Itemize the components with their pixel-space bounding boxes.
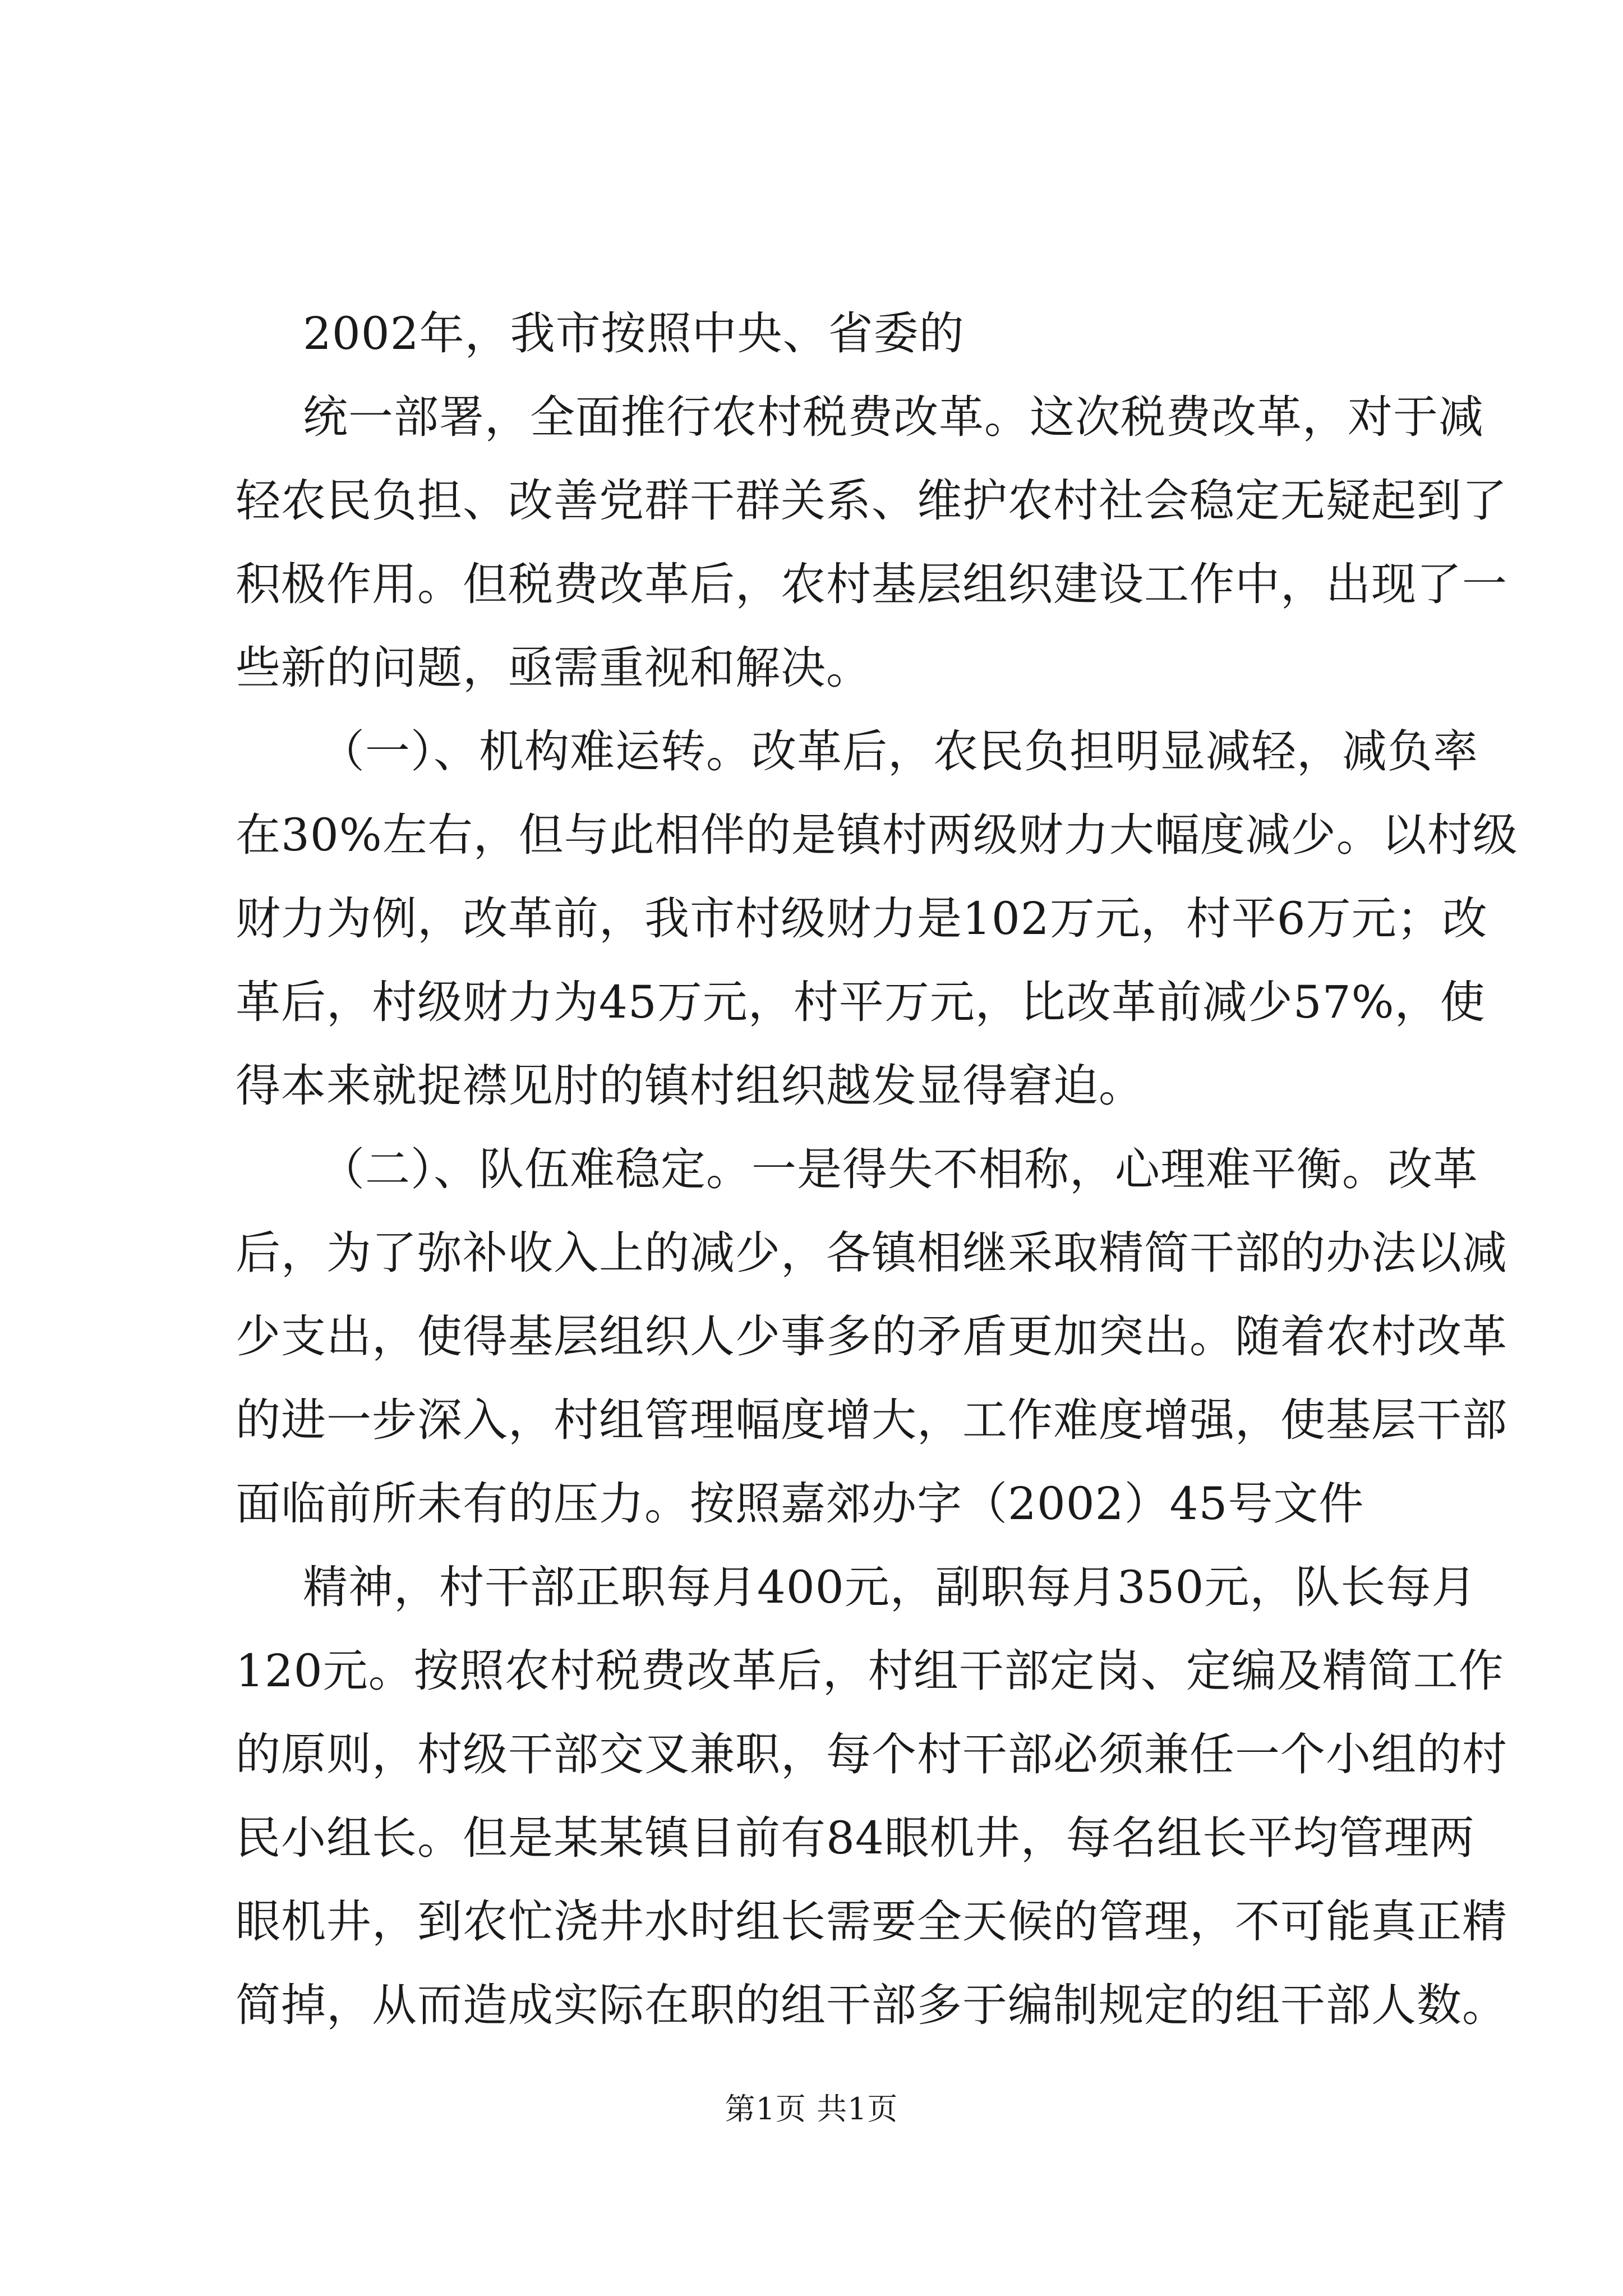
paragraph-line: 眼机井，到农忙浇井水时组长需要全天候的管理，不可能真正精 — [236, 1895, 1507, 1948]
page-number-footer: 第1页 共1页 — [725, 2091, 898, 2127]
paragraph-line: 简掉，从而造成实际在职的组干部多于编制规定的组干部人数。 — [236, 1979, 1507, 2031]
paragraph-line: 少支出，使得基层组织人少事多的矛盾更加突出。随着农村改革 — [236, 1310, 1507, 1363]
paragraph-line: 在30%左右，但与此相伴的是镇村两级财力大幅度减少。以村级 — [236, 809, 1518, 861]
paragraph-line: 些新的问题，亟需重视和解决。 — [236, 642, 872, 694]
paragraph-line: 得本来就捉襟见肘的镇村组织越发显得窘迫。 — [236, 1060, 1144, 1112]
document-body — [236, 292, 1518, 2047]
paragraph-line: 的原则，村级干部交叉兼职，每个村干部必须兼任一个小组的村 — [236, 1728, 1507, 1780]
paragraph-line: （一）、机构难运转。改革后，农民负担明显减轻，减负率 — [320, 725, 1478, 777]
paragraph-line: 面临前所未有的压力。按照嘉郊办字（2002）45号文件 — [236, 1478, 1364, 1530]
paragraph-line: 统一部署，全面推行农村税费改革。这次税费改革，对于减 — [303, 391, 1484, 443]
paragraph-line: 民小组长。但是某某镇目前有84眼机井，每名组长平均管理两 — [236, 1812, 1475, 1864]
paragraph-line: 轻农民负担、改善党群干群关系、维护农村社会稳定无疑起到了 — [236, 475, 1507, 527]
paragraph-line: 的进一步深入，村组管理幅度增大，工作难度增强，使基层干部 — [236, 1394, 1507, 1446]
paragraph-line: 革后，村级财力为45万元，村平万元，比改革前减少57%，使 — [236, 976, 1486, 1028]
paragraph-line: 后，为了弥补收入上的减少，各镇相继采取精简干部的办法以减 — [236, 1227, 1507, 1279]
paragraph-line: 积极作用。但税费改革后，农村基层组织建设工作中，出现了一 — [236, 558, 1507, 610]
paragraph-line: 2002年，我市按照中央、省委的 — [303, 307, 965, 360]
paragraph-line: 120元。按照农村税费改革后，村组干部定岗、定编及精简工作 — [236, 1645, 1504, 1697]
paragraph-line: 财力为例，改革前，我市村级财力是102万元，村平6万元；改 — [236, 892, 1488, 945]
paragraph-line: （二）、队伍难稳定。一是得失不相称，心理难平衡。改革 — [320, 1143, 1478, 1195]
paragraph-line: 精神，村干部正职每月400元，副职每月350元，队长每月 — [303, 1561, 1477, 1613]
